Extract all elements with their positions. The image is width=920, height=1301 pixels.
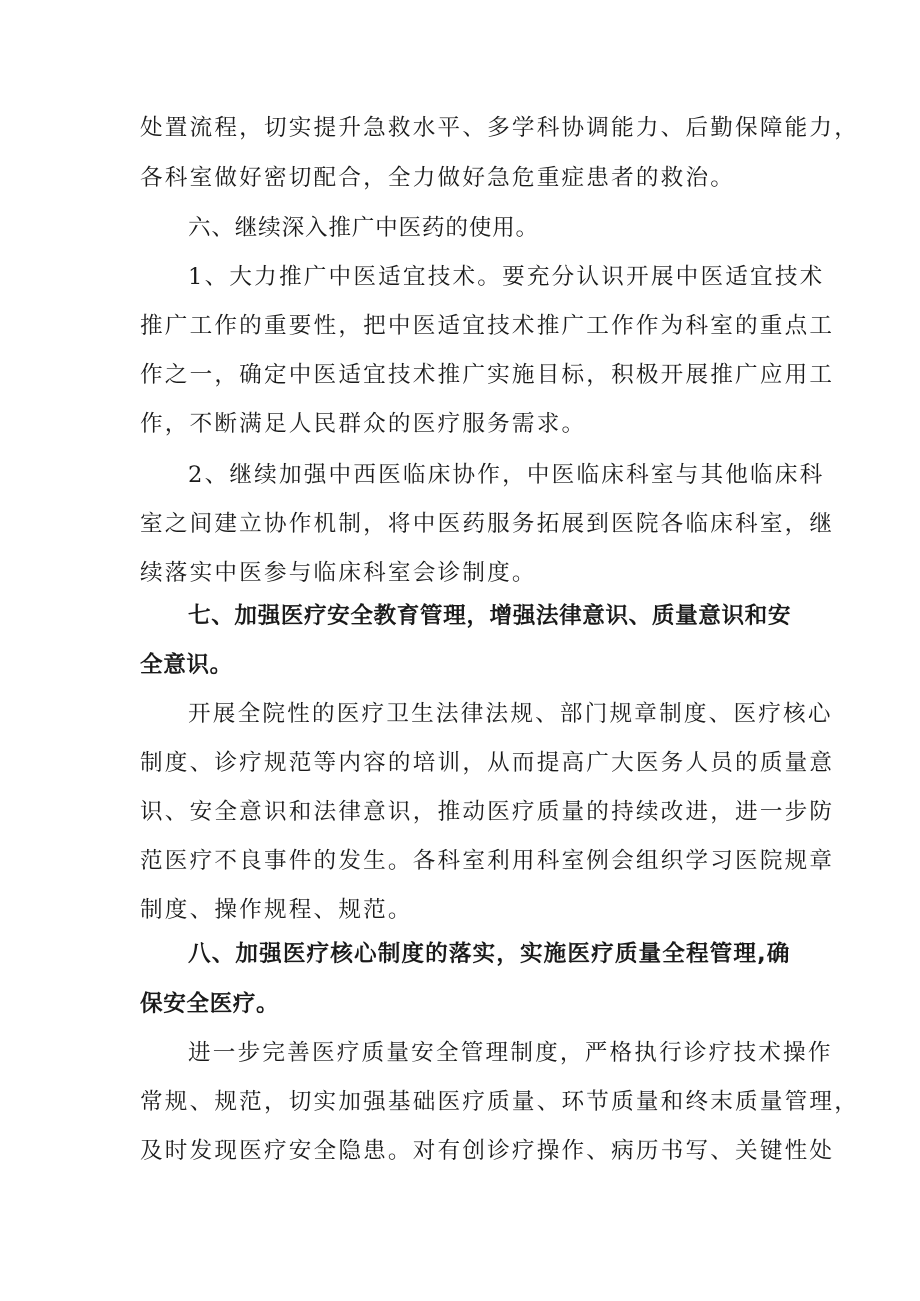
paragraph-line: 2、继续加强中西医临床协作，中医临床科室与其他临床科 — [188, 462, 825, 488]
paragraph-line: 开展全院性的医疗卫生法律法规、部门规章制度、医疗核心 — [188, 701, 833, 727]
paragraph-line: 识、安全意识和法律意识，推动医疗质量的持续改进，进一步防 — [140, 799, 835, 825]
paragraph-line: 作，不断满足人民群众的医疗服务需求。 — [140, 411, 587, 437]
paragraph-line: 推广工作的重要性，把中医适宜技术推广工作作为科室的重点工 — [140, 313, 835, 339]
paragraph-line: 进一步完善医疗质量安全管理制度，严格执行诊疗技术操作 — [188, 1040, 833, 1066]
paragraph-line: 范医疗不良事件的发生。各科室利用科室例会组织学习医院规章 — [140, 848, 835, 874]
section-heading-seven-cont: 全意识。 — [140, 652, 233, 678]
section-heading-six: 六、继续深入推广中医药的使用。 — [188, 215, 539, 241]
paragraph-line: 1、大力推广中医适宜技术。要充分认识开展中医适宜技术 — [188, 264, 825, 290]
paragraph-line: 各科室做好密切配合，全力做好急危重症患者的救治。 — [140, 165, 736, 191]
paragraph-line: 作之一，确定中医适宜技术推广实施目标，积极开展推广应用工 — [140, 362, 835, 388]
paragraph-line: 续落实中医参与临床科室会诊制度。 — [140, 560, 537, 586]
paragraph-line: 制度、操作规程、规范。 — [140, 897, 413, 923]
paragraph-line: 处置流程，切实提升急救水平、多学科协调能力、后勤保障能力， — [140, 115, 860, 141]
paragraph-line: 制度、诊疗规范等内容的培训，从而提高广大医务人员的质量意 — [140, 750, 835, 776]
section-heading-eight: 八、加强医疗核心制度的落实，实施医疗质量全程管理,确 — [188, 941, 790, 967]
paragraph-line: 室之间建立协作机制，将中医药服务拓展到医院各临床科室，继 — [140, 511, 835, 537]
paragraph-line: 及时发现医疗安全隐患。对有创诊疗操作、病历书写、关键性处 — [140, 1138, 835, 1164]
section-heading-eight-cont: 保安全医疗。 — [140, 991, 280, 1017]
section-heading-seven: 七、加强医疗安全教育管理，增强法律意识、质量意识和安 — [188, 603, 792, 629]
paragraph-line: 常规、规范，切实加强基础医疗质量、环节质量和终末质量管理， — [140, 1089, 860, 1115]
